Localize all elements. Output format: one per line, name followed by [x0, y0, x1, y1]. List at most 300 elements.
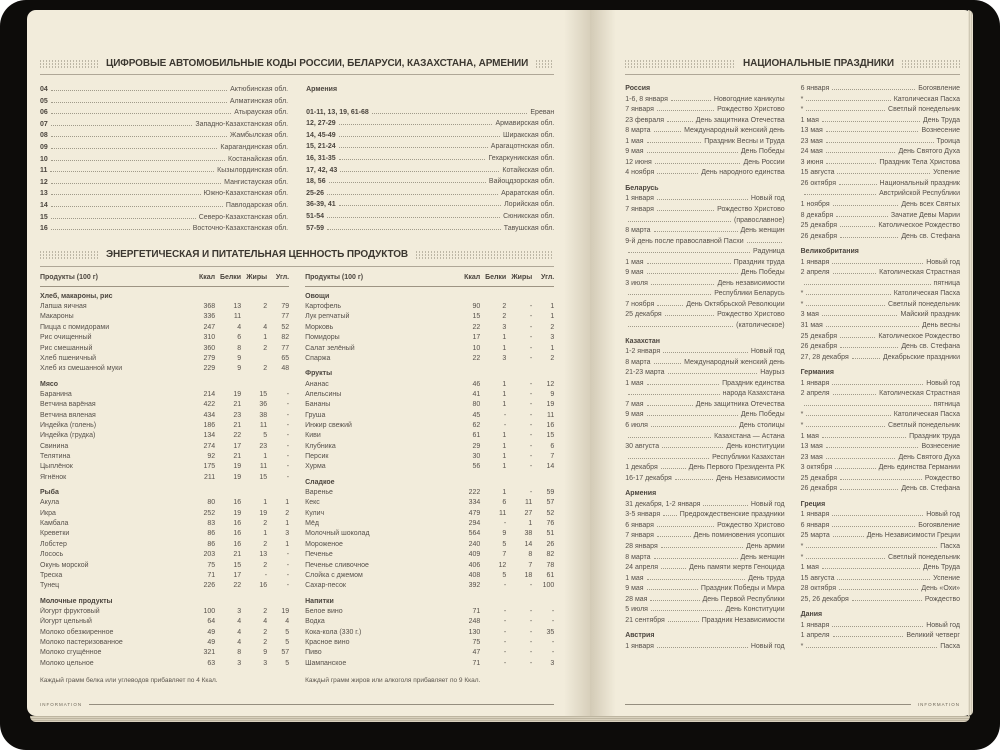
- food-name: Салат зелёный: [305, 344, 355, 352]
- holiday-name: День Святого Духа: [898, 453, 960, 461]
- protein-value: 1: [502, 380, 507, 388]
- fat-value: -: [529, 582, 533, 590]
- nutrition-section: [40, 248, 554, 684]
- list-item: [625, 510, 784, 521]
- protein-value: 3: [502, 354, 507, 362]
- region-name: Лорийская обл.: [504, 201, 555, 209]
- list-item: [625, 205, 784, 216]
- fat-value: 2: [263, 607, 268, 615]
- holiday-date: 25, 26 декабря: [800, 595, 849, 603]
- dot-leader: [826, 326, 919, 327]
- food-group: [40, 488, 289, 592]
- kcal-value: 240: [468, 540, 481, 548]
- protein-value: 15: [233, 561, 242, 569]
- food-name: Молочный шоколад: [305, 530, 370, 538]
- carb-value: -: [286, 432, 290, 440]
- holiday-date: 3 октября: [800, 464, 833, 472]
- protein-value: 17: [233, 442, 242, 450]
- protein-value: 1: [502, 442, 507, 450]
- dot-leader: [833, 394, 877, 395]
- holiday-date: 6 января: [625, 521, 654, 529]
- holiday-date: 2 апреля: [800, 269, 830, 277]
- fat-value: 19: [259, 509, 268, 517]
- holiday-date: 1 декабря: [625, 464, 658, 472]
- list-item: [625, 463, 784, 474]
- holidays-column-1: [625, 84, 784, 657]
- food-group: [305, 597, 554, 669]
- fat-value: -: [529, 618, 533, 626]
- fat-value: -: [529, 607, 533, 615]
- dot-leader: [51, 218, 196, 219]
- holiday-name: Светлый понедельник: [888, 553, 960, 561]
- holiday-name: День памяти жертв Геноцида: [689, 564, 785, 572]
- holiday-date: 16-17 декабря: [625, 474, 672, 482]
- dot-leader: [339, 136, 500, 137]
- code-value: 09: [40, 143, 48, 151]
- protein-value: -: [503, 649, 507, 657]
- list-item: [625, 137, 784, 148]
- fat-value: -: [529, 442, 533, 450]
- dot-leader: [833, 636, 904, 637]
- protein-value: 1: [502, 390, 507, 398]
- holiday-name: День Победы: [740, 411, 785, 419]
- food-name: Ветчина вяленая: [40, 411, 96, 419]
- carb-value: 51: [546, 530, 555, 538]
- list-item: [625, 368, 784, 379]
- table-row: [305, 462, 554, 472]
- holiday-date: 7 января: [625, 206, 654, 214]
- dot-leader: [339, 147, 488, 148]
- holiday-name: Светлый понедельник: [888, 106, 960, 114]
- food-group: [40, 597, 289, 669]
- holiday-name: День весны: [921, 322, 960, 330]
- fat-value: -: [529, 303, 533, 311]
- table-row: [40, 421, 289, 431]
- food-name: Молоко обезжиренное: [40, 628, 114, 636]
- list-item: [801, 621, 960, 632]
- table-row: [40, 333, 289, 343]
- dot-leader: [703, 505, 747, 506]
- food-name: Пиво: [305, 649, 322, 657]
- dot-leader: [51, 183, 221, 184]
- food-name: Хлеб из смешанной муки: [40, 365, 123, 373]
- ornament-stripe: [40, 59, 98, 68]
- holiday-date: 1 января: [800, 258, 830, 266]
- fat-value: -: [529, 638, 533, 646]
- holiday-name: Рождество Христово: [717, 206, 785, 214]
- protein-value: -: [503, 618, 507, 626]
- table-row: [305, 488, 554, 498]
- protein-value: 1: [502, 401, 507, 409]
- nutrition-table-body: [305, 292, 554, 669]
- carb-value: 65: [281, 354, 290, 362]
- food-name: Белое вино: [305, 607, 343, 615]
- kcal-value: 71: [472, 607, 481, 615]
- holiday-name: Новый год: [750, 642, 785, 650]
- holiday-date: 24 апреля: [625, 564, 659, 572]
- column-header: Белки: [485, 273, 507, 281]
- ornament-stripe: [625, 59, 735, 68]
- table-row: [40, 659, 289, 669]
- region-name: Армавирская обл.: [495, 120, 555, 128]
- code-row: [40, 165, 288, 177]
- dot-leader: [806, 647, 937, 648]
- dot-leader: [665, 315, 714, 316]
- carb-value: 5: [285, 628, 290, 636]
- carb-value: -: [286, 561, 290, 569]
- dot-leader: [806, 100, 890, 101]
- code-row: [40, 177, 288, 189]
- kcal-value: 22: [472, 323, 481, 331]
- holiday-date: 9 мая: [625, 411, 644, 419]
- table-row: [305, 354, 554, 364]
- dot-leader: [657, 210, 714, 211]
- code-value: 12, 27-29: [306, 120, 336, 128]
- holiday-name: Рождество Христово: [717, 311, 785, 319]
- country-heading: Россия: [625, 85, 651, 92]
- food-group-heading: Мясо: [40, 380, 59, 388]
- region-name: Южно-Казахстанская обл.: [203, 190, 289, 198]
- food-name: Креветки: [40, 530, 70, 538]
- kcal-value: 62: [472, 421, 481, 429]
- table-row: [40, 400, 289, 410]
- list-item: [801, 179, 960, 190]
- list-item: [625, 105, 784, 116]
- kcal-value: 83: [207, 520, 216, 528]
- list-item: [801, 200, 960, 211]
- table-row: [40, 581, 289, 591]
- table-row: [305, 628, 554, 638]
- holiday-date: 9 мая: [625, 148, 644, 156]
- holiday-date: 25 марта: [800, 532, 830, 540]
- carb-value: 19: [281, 607, 290, 615]
- holiday-name: Новый год: [926, 511, 960, 519]
- list-item: [801, 584, 960, 595]
- holiday-name: Светлый понедельник: [888, 300, 960, 308]
- carb-value: 77: [281, 313, 290, 321]
- kcal-value: 86: [207, 540, 216, 548]
- protein-value: 13: [233, 303, 242, 311]
- list-item: [625, 421, 784, 432]
- kcal-value: 130: [468, 628, 481, 636]
- carb-value: 57: [281, 649, 290, 657]
- kcal-value: 100: [203, 607, 216, 615]
- list-item: [801, 531, 960, 542]
- holiday-date: *: [800, 300, 804, 308]
- list-item: [801, 116, 960, 127]
- kazakhstan-codes-column: [40, 84, 288, 235]
- holiday-date: 28 января: [625, 542, 658, 550]
- holiday-name: Католическая Пасха: [893, 290, 960, 298]
- holiday-name: День столицы: [739, 421, 785, 429]
- protein-value: -: [503, 628, 507, 636]
- food-group-heading: Напитки: [305, 597, 334, 605]
- carb-value: 1: [550, 344, 555, 352]
- holiday-date: 1 мая: [800, 116, 819, 124]
- table-row: [305, 421, 554, 431]
- code-value: 57-59: [306, 224, 325, 232]
- holiday-date: 1 января: [800, 621, 830, 629]
- protein-value: 1: [502, 334, 507, 342]
- food-name: Инжир свежий: [305, 421, 352, 429]
- holiday-name: День св. Стефана: [901, 343, 960, 351]
- kcal-value: 75: [207, 561, 216, 569]
- dot-leader: [647, 384, 720, 385]
- footer-label: INFORMATION: [917, 702, 960, 707]
- list-item: [625, 605, 784, 616]
- protein-value: -: [503, 421, 507, 429]
- table-row: [305, 519, 554, 529]
- fat-value: -: [529, 334, 533, 342]
- dot-leader: [806, 110, 885, 111]
- dot-leader: [647, 405, 693, 406]
- code-row: [40, 142, 288, 154]
- carb-value: 79: [281, 303, 290, 311]
- dot-leader: [51, 125, 193, 126]
- protein-value: 4: [237, 323, 242, 331]
- holiday-date: 6 января: [800, 521, 830, 529]
- dot-leader: [667, 121, 693, 122]
- dot-leader: [51, 194, 201, 195]
- holiday-name: Австрийской Республики: [879, 190, 960, 198]
- fat-value: 1: [528, 520, 533, 528]
- divider: [40, 266, 554, 267]
- list-item: [801, 168, 960, 179]
- list-item: [625, 400, 784, 411]
- kcal-value: 46: [472, 380, 481, 388]
- fat-value: 7: [528, 561, 533, 569]
- holiday-date: 26 декабря: [800, 232, 838, 240]
- dot-leader: [840, 479, 922, 480]
- dot-leader: [647, 415, 738, 416]
- protein-value: 21: [233, 421, 242, 429]
- dot-leader: [836, 216, 888, 217]
- list-item: [625, 553, 784, 564]
- holiday-section: [625, 84, 784, 179]
- table-row: [40, 638, 289, 648]
- holiday-name: Рождество: [924, 595, 960, 603]
- protein-value: 5: [502, 540, 507, 548]
- holiday-name: День св. Стефана: [901, 232, 960, 240]
- dot-leader: [671, 100, 711, 101]
- holiday-date: 15 августа: [800, 574, 835, 582]
- dot-leader: [668, 373, 758, 374]
- nutrition-table-left: [40, 272, 289, 684]
- dot-leader: [663, 352, 748, 353]
- dot-leader: [668, 621, 699, 622]
- list-item: [801, 84, 960, 95]
- code-value: 16, 31-35: [306, 154, 336, 162]
- country-heading: Греция: [800, 500, 826, 508]
- kcal-value: 252: [203, 509, 216, 517]
- fat-value: 2: [263, 638, 268, 646]
- table-row: [40, 411, 289, 421]
- list-item: [625, 289, 784, 300]
- fat-value: [241, 312, 267, 322]
- list-item: [625, 347, 784, 358]
- dot-leader: [675, 479, 713, 480]
- holiday-date: 28 мая: [625, 595, 648, 603]
- table-row: [305, 498, 554, 508]
- food-group-heading: Молочные продукты: [40, 597, 113, 605]
- dot-leader: [327, 194, 498, 195]
- region-name: Павлодарская обл.: [225, 201, 289, 209]
- holidays-header: [625, 56, 960, 70]
- car-codes-header: [40, 56, 554, 70]
- holiday-date: *: [800, 411, 804, 419]
- fat-value: 11: [259, 421, 268, 429]
- carb-value: 7: [550, 453, 555, 460]
- food-name: Тунец: [40, 582, 60, 590]
- holiday-name: Праздник труда: [733, 258, 785, 266]
- dot-leader: [832, 515, 923, 516]
- list-item: [801, 332, 960, 343]
- code-value: 04: [40, 86, 48, 93]
- table-row: [40, 519, 289, 529]
- protein-value: 21: [233, 551, 242, 559]
- holiday-name: День единства Германии: [878, 464, 960, 472]
- protein-value: 9: [237, 365, 242, 373]
- dot-leader: [51, 90, 227, 91]
- protein-value: 22: [233, 432, 242, 440]
- table-row: [305, 648, 554, 658]
- table-row: [305, 323, 554, 333]
- holiday-section: [801, 84, 960, 242]
- holiday-name: Праздник Весны и Труда: [704, 137, 785, 145]
- protein-value: 6: [237, 334, 242, 342]
- dot-leader: [651, 284, 714, 285]
- food-name: Ветчина варёная: [40, 401, 96, 409]
- code-row: [40, 130, 288, 142]
- fat-value: 9: [263, 649, 268, 657]
- list-item: [625, 642, 784, 653]
- carb-value: 59: [546, 489, 555, 497]
- kcal-value: 186: [203, 421, 216, 429]
- list-item: [625, 237, 784, 248]
- holiday-date: 1 апреля: [800, 632, 830, 640]
- list-item: [801, 410, 960, 421]
- country-heading: Беларусь: [625, 184, 659, 192]
- carb-value: 6: [550, 442, 555, 450]
- protein-value: 19: [233, 509, 242, 517]
- holiday-date: 1 января: [625, 195, 654, 203]
- kcal-value: 80: [207, 499, 216, 507]
- dot-leader: [826, 447, 919, 448]
- food-name: Апельсины: [305, 390, 342, 398]
- fat-value: -: [529, 380, 533, 388]
- food-name: Бананы: [305, 401, 331, 409]
- region-name: Котайкская обл.: [502, 166, 555, 174]
- dot-leader: [822, 437, 906, 438]
- dot-leader: [804, 405, 931, 406]
- list-item: [625, 521, 784, 532]
- column-header: Ккал: [464, 273, 481, 281]
- kcal-value: 279: [203, 354, 216, 362]
- holiday-date: 1 мая: [625, 137, 644, 145]
- dot-leader: [804, 194, 876, 195]
- holiday-name: Рождество: [924, 474, 960, 482]
- dot-leader: [647, 589, 698, 590]
- holiday-name: Католическая Страстная: [879, 269, 960, 277]
- kcal-value: 336: [203, 313, 216, 321]
- table-row: [40, 312, 289, 322]
- food-name: Морковь: [305, 323, 334, 331]
- list-item: [625, 574, 784, 585]
- code-row: [40, 84, 288, 96]
- region-name: Гехаркуникская обл.: [488, 154, 555, 162]
- dot-leader: [852, 600, 922, 601]
- dot-leader: [832, 89, 915, 90]
- holiday-date: 6 июля: [625, 421, 648, 429]
- region-name: Араратская обл.: [501, 189, 555, 197]
- protein-value: 17: [233, 571, 242, 579]
- kcal-value: 247: [203, 323, 216, 331]
- food-name: Персик: [305, 453, 329, 460]
- dot-leader: [837, 579, 930, 580]
- food-name: Йогурт цельный: [40, 618, 92, 626]
- holiday-section: [801, 368, 960, 495]
- food-name: Клубника: [305, 442, 336, 450]
- kcal-value: 10: [472, 344, 481, 352]
- fat-value: -: [529, 401, 533, 409]
- food-name: Ананас: [305, 380, 329, 388]
- carb-value: -: [286, 571, 290, 579]
- list-item: [801, 105, 960, 116]
- food-name: Рис смешанный: [40, 344, 93, 352]
- left-page-footer: [40, 702, 554, 707]
- holiday-name: Праздник Тела Христова: [879, 158, 960, 166]
- page-block-edge: [30, 716, 970, 722]
- holiday-date: 23 мая: [800, 453, 823, 461]
- dot-leader: [833, 536, 864, 537]
- column-header: Угл.: [541, 273, 555, 281]
- holiday-date: 8 марта: [625, 127, 651, 135]
- column-header: Продукты (100 г): [40, 273, 98, 281]
- food-name: Ягнёнок: [40, 473, 67, 481]
- dot-leader: [840, 337, 875, 338]
- list-item: [801, 189, 960, 200]
- food-name: Шампанское: [305, 659, 347, 667]
- country-heading: Великобритания: [800, 248, 859, 256]
- holidays-column-2: [801, 84, 960, 657]
- dot-leader: [852, 358, 880, 359]
- holiday-name: Католическая Страстная: [879, 390, 960, 398]
- list-item: [801, 421, 960, 432]
- dot-leader: [826, 142, 934, 143]
- table-row: [40, 462, 289, 472]
- region-name: Восточно-Казахстанская обл.: [192, 225, 289, 233]
- carb-value: -: [286, 442, 290, 450]
- holiday-name: пятница: [933, 279, 960, 287]
- nutrition-column-headers: [305, 272, 554, 287]
- kcal-value: 134: [203, 432, 216, 440]
- fat-value: 11: [259, 463, 268, 471]
- carb-value: 3: [550, 659, 555, 667]
- carb-value: -: [286, 473, 290, 481]
- table-row: [305, 431, 554, 441]
- holiday-name: Международный женский день: [684, 358, 785, 366]
- holiday-name: Казахстана — Астана: [714, 432, 785, 440]
- holiday-date: 31 декабря, 1-2 января: [625, 500, 701, 508]
- code-value: 17, 42, 43: [306, 166, 338, 174]
- region-name: Атырауская обл.: [234, 109, 289, 117]
- ornament-stripe: [40, 250, 98, 259]
- holiday-date: 1-2 января: [625, 348, 661, 356]
- food-name: Хурма: [305, 463, 326, 471]
- carb-value: 16: [546, 421, 555, 429]
- dot-leader: [832, 384, 923, 385]
- holiday-name: День труда: [748, 574, 785, 582]
